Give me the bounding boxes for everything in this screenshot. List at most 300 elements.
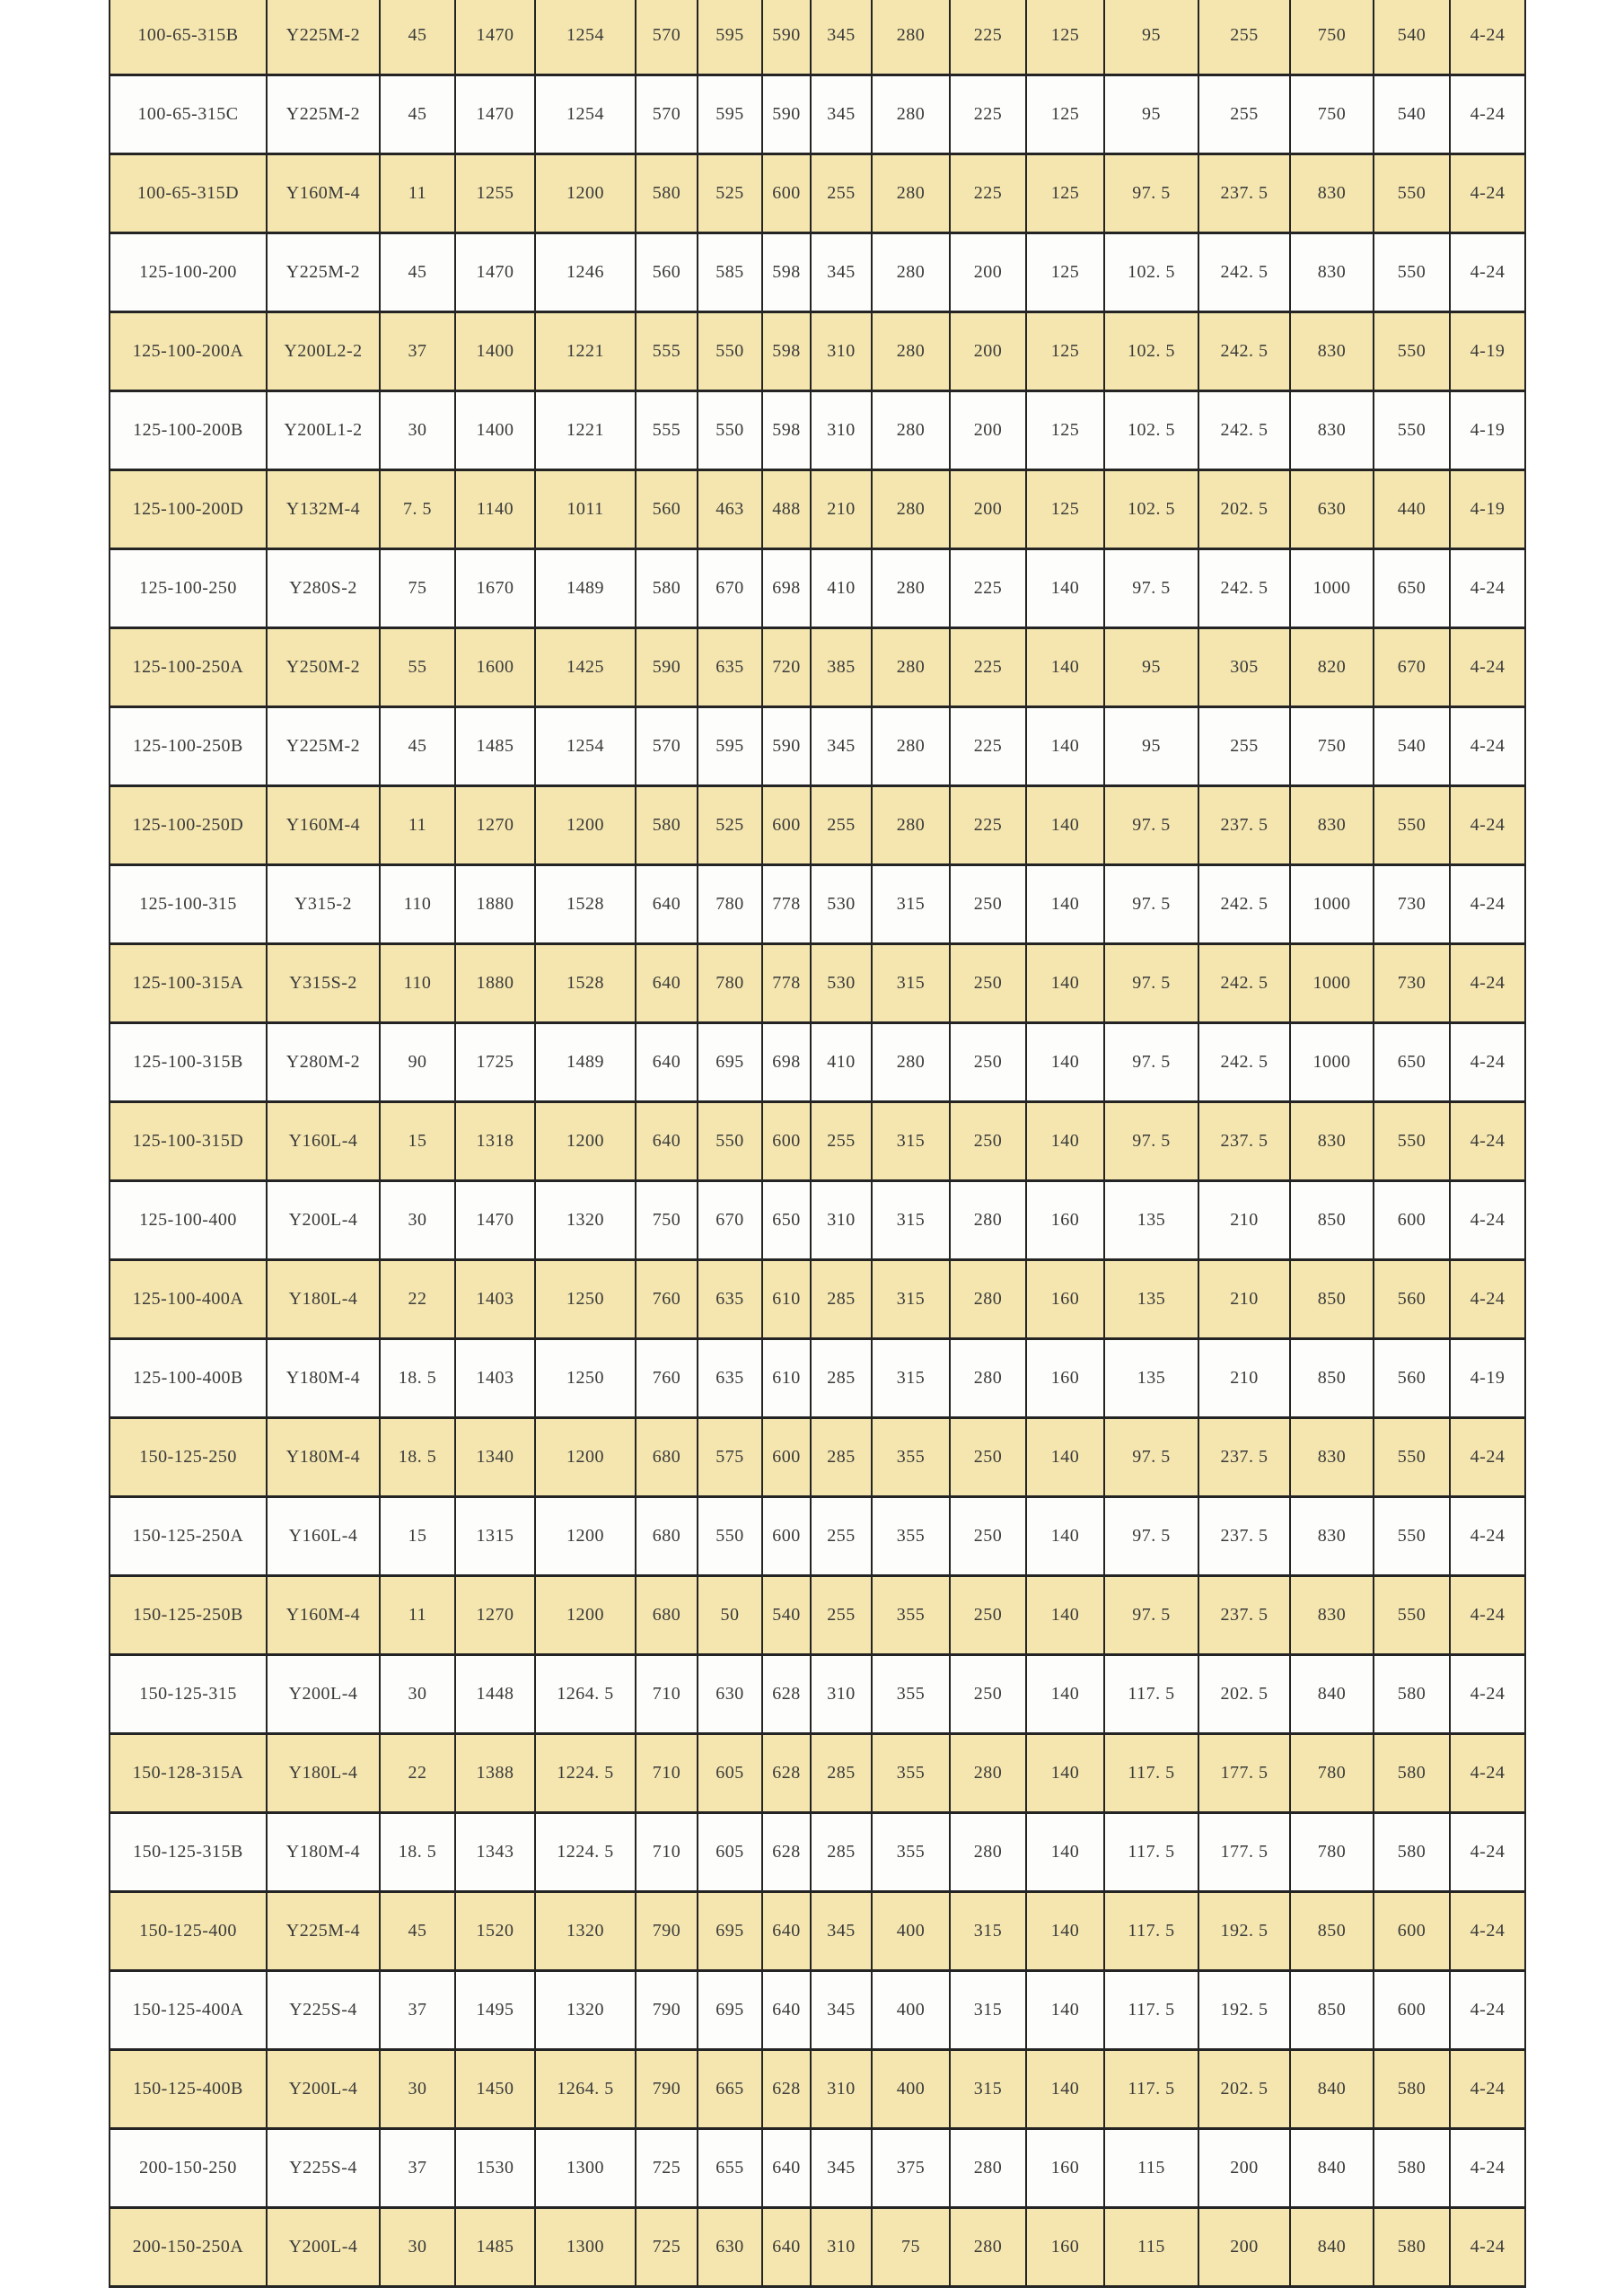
table-cell: 210: [1198, 1339, 1290, 1418]
table-cell: 255: [811, 1576, 872, 1655]
table-cell: 560: [636, 233, 698, 312]
table-cell: 400: [872, 2050, 950, 2129]
table-cell: 1400: [455, 391, 535, 470]
table-cell: 1000: [1290, 944, 1374, 1023]
table-cell: 840: [1290, 2129, 1374, 2208]
table-cell: 698: [762, 549, 811, 628]
table-cell: 250: [950, 865, 1026, 944]
table-cell: 1246: [535, 233, 636, 312]
table-cell: 140: [1026, 1971, 1104, 2050]
table-cell: 95: [1104, 707, 1198, 786]
table-cell: 97. 5: [1104, 1497, 1198, 1576]
table-cell: 1388: [455, 1734, 535, 1813]
table-cell: 778: [762, 944, 811, 1023]
table-cell: 95: [1104, 0, 1198, 75]
table-cell: 730: [1374, 944, 1450, 1023]
table-cell: 830: [1290, 154, 1374, 233]
table-row: [110, 2129, 1525, 2208]
table-cell: 635: [698, 628, 762, 707]
table-cell: 525: [698, 154, 762, 233]
table-cell: 97. 5: [1104, 1023, 1198, 1102]
table-cell: 580: [1374, 1734, 1450, 1813]
model-cell: 150-125-315: [110, 1655, 267, 1734]
table-cell: 1200: [535, 786, 636, 865]
model-cell: 125-100-400B: [110, 1339, 267, 1418]
table-cell: 385: [811, 628, 872, 707]
table-cell: 1670: [455, 549, 535, 628]
table-cell: 45: [380, 0, 455, 75]
table-cell: 820: [1290, 628, 1374, 707]
table-cell: 140: [1026, 1813, 1104, 1892]
table-cell: 550: [698, 1497, 762, 1576]
table-row: [110, 1971, 1525, 2050]
table-cell: 750: [636, 1181, 698, 1260]
model-cell: 150-125-250: [110, 1418, 267, 1497]
table-cell: 1880: [455, 944, 535, 1023]
table-cell: 4-24: [1450, 1102, 1525, 1181]
table-cell: 530: [811, 944, 872, 1023]
table-cell: 410: [811, 549, 872, 628]
table-cell: 1425: [535, 628, 636, 707]
table-cell: 665: [698, 2050, 762, 2129]
model-cell: 125-100-200A: [110, 312, 267, 391]
table-cell: 242. 5: [1198, 865, 1290, 944]
table-cell: Y250M-2: [267, 628, 380, 707]
table-cell: 1254: [535, 707, 636, 786]
table-row: [110, 1576, 1525, 1655]
table-cell: 720: [762, 628, 811, 707]
model-cell: 150-125-400: [110, 1892, 267, 1971]
table-cell: 670: [698, 1181, 762, 1260]
table-cell: Y200L-4: [267, 1181, 380, 1260]
table-cell: 375: [872, 2129, 950, 2208]
table-cell: Y160L-4: [267, 1497, 380, 1576]
model-cell: 125-100-250B: [110, 707, 267, 786]
model-cell: 125-100-250D: [110, 786, 267, 865]
table-cell: 600: [1374, 1971, 1450, 2050]
table-cell: 285: [811, 1734, 872, 1813]
table-cell: 1530: [455, 2129, 535, 2208]
table-row: [110, 154, 1525, 233]
table-cell: 580: [1374, 2050, 1450, 2129]
table-row: [110, 2050, 1525, 2129]
table-cell: 635: [698, 1260, 762, 1339]
table-cell: 1320: [535, 1971, 636, 2050]
table-cell: 778: [762, 865, 811, 944]
table-cell: 280: [872, 391, 950, 470]
model-cell: 200-150-250: [110, 2129, 267, 2208]
table-cell: 630: [698, 1655, 762, 1734]
table-cell: 580: [636, 549, 698, 628]
table-cell: 125: [1026, 312, 1104, 391]
table-cell: 4-24: [1450, 707, 1525, 786]
table-row: [110, 470, 1525, 549]
table-cell: 110: [380, 865, 455, 944]
table-cell: Y160M-4: [267, 154, 380, 233]
table-cell: 1300: [535, 2208, 636, 2287]
table-cell: 125: [1026, 75, 1104, 154]
table-cell: 1400: [455, 312, 535, 391]
table-cell: 177. 5: [1198, 1813, 1290, 1892]
table-cell: 750: [1290, 75, 1374, 154]
table-cell: Y225S-4: [267, 1971, 380, 2050]
table-cell: 830: [1290, 1102, 1374, 1181]
table-cell: 280: [872, 1023, 950, 1102]
table-cell: 242. 5: [1198, 944, 1290, 1023]
table-cell: 315: [872, 1102, 950, 1181]
table-cell: 4-24: [1450, 1892, 1525, 1971]
table-cell: 55: [380, 628, 455, 707]
table-cell: 285: [811, 1260, 872, 1339]
table-cell: 1254: [535, 0, 636, 75]
table-cell: 18. 5: [380, 1418, 455, 1497]
table-cell: 280: [872, 628, 950, 707]
pump-spec-table: [109, 0, 1526, 2288]
table-cell: 4-24: [1450, 1418, 1525, 1497]
table-row: [110, 944, 1525, 1023]
table-cell: 780: [1290, 1734, 1374, 1813]
table-cell: 7. 5: [380, 470, 455, 549]
table-cell: 125: [1026, 154, 1104, 233]
table-cell: Y225S-4: [267, 2129, 380, 2208]
table-cell: 225: [950, 707, 1026, 786]
table-cell: 310: [811, 1181, 872, 1260]
table-cell: 45: [380, 75, 455, 154]
table-cell: 102. 5: [1104, 391, 1198, 470]
table-cell: 200: [1198, 2208, 1290, 2287]
table-cell: 1485: [455, 2208, 535, 2287]
table-cell: Y225M-2: [267, 707, 380, 786]
table-cell: 550: [1374, 312, 1450, 391]
table-cell: 640: [762, 1971, 811, 2050]
table-cell: 200: [1198, 2129, 1290, 2208]
table-cell: 210: [1198, 1181, 1290, 1260]
model-cell: 125-100-250: [110, 549, 267, 628]
table-cell: 628: [762, 1655, 811, 1734]
table-cell: 160: [1026, 1339, 1104, 1418]
table-cell: 1200: [535, 1418, 636, 1497]
table-cell: 202. 5: [1198, 1655, 1290, 1734]
table-cell: 315: [950, 1971, 1026, 2050]
table-row: [110, 0, 1525, 75]
table-cell: 610: [762, 1339, 811, 1418]
table-cell: 4-24: [1450, 1023, 1525, 1102]
table-cell: 1495: [455, 1971, 535, 2050]
table-cell: 110: [380, 944, 455, 1023]
table-cell: 1489: [535, 1023, 636, 1102]
table-cell: 97. 5: [1104, 786, 1198, 865]
table-cell: 1725: [455, 1023, 535, 1102]
table-cell: 600: [762, 1418, 811, 1497]
table-cell: 140: [1026, 1734, 1104, 1813]
table-cell: 310: [811, 2208, 872, 2287]
table-cell: 115: [1104, 2208, 1198, 2287]
table-cell: 463: [698, 470, 762, 549]
table-cell: 1403: [455, 1339, 535, 1418]
table-cell: 1200: [535, 1576, 636, 1655]
table-cell: 315: [872, 944, 950, 1023]
table-cell: 590: [762, 75, 811, 154]
table-cell: 650: [762, 1181, 811, 1260]
table-cell: 140: [1026, 944, 1104, 1023]
table-cell: 192. 5: [1198, 1892, 1290, 1971]
table-cell: Y225M-2: [267, 0, 380, 75]
table-cell: 560: [1374, 1339, 1450, 1418]
table-cell: 630: [1290, 470, 1374, 549]
table-cell: 850: [1290, 1971, 1374, 2050]
table-cell: 1140: [455, 470, 535, 549]
table-cell: 1270: [455, 786, 535, 865]
table-cell: 90: [380, 1023, 455, 1102]
table-cell: 1224. 5: [535, 1734, 636, 1813]
table-cell: 650: [1374, 1023, 1450, 1102]
table-cell: 15: [380, 1102, 455, 1181]
model-cell: 150-125-250A: [110, 1497, 267, 1576]
table-cell: 550: [1374, 1576, 1450, 1655]
table-cell: 1270: [455, 1576, 535, 1655]
table-cell: 695: [698, 1971, 762, 2050]
table-cell: 650: [1374, 549, 1450, 628]
table-cell: 280: [872, 707, 950, 786]
table-cell: 600: [1374, 1181, 1450, 1260]
table-cell: 75: [380, 549, 455, 628]
table-cell: 725: [636, 2208, 698, 2287]
model-cell: 150-125-315B: [110, 1813, 267, 1892]
table-cell: 255: [811, 1497, 872, 1576]
table-cell: 242. 5: [1198, 391, 1290, 470]
table-cell: Y200L-4: [267, 2050, 380, 2129]
table-cell: 1200: [535, 1102, 636, 1181]
table-cell: 1343: [455, 1813, 535, 1892]
table-cell: 1318: [455, 1102, 535, 1181]
table-cell: Y280S-2: [267, 549, 380, 628]
table-cell: 135: [1104, 1339, 1198, 1418]
table-cell: 840: [1290, 2050, 1374, 2129]
table-cell: 780: [698, 865, 762, 944]
table-cell: 200: [950, 233, 1026, 312]
table-cell: 315: [950, 2050, 1026, 2129]
table-cell: 255: [811, 1102, 872, 1181]
table-cell: Y160M-4: [267, 1576, 380, 1655]
table-cell: 1470: [455, 1181, 535, 1260]
table-cell: Y200L-4: [267, 2208, 380, 2287]
table-cell: 550: [698, 312, 762, 391]
table-cell: 225: [950, 75, 1026, 154]
table-cell: 4-24: [1450, 1576, 1525, 1655]
table-cell: 560: [636, 470, 698, 549]
table-cell: Y160M-4: [267, 786, 380, 865]
table-cell: 1520: [455, 1892, 535, 1971]
table-cell: 22: [380, 1734, 455, 1813]
table-cell: 400: [872, 1892, 950, 1971]
table-cell: 280: [950, 1181, 1026, 1260]
table-cell: 45: [380, 1892, 455, 1971]
table-cell: 22: [380, 1260, 455, 1339]
table-cell: 760: [636, 1339, 698, 1418]
table-cell: 355: [872, 1655, 950, 1734]
table-cell: 570: [636, 707, 698, 786]
table-cell: 725: [636, 2129, 698, 2208]
table-cell: 200: [950, 470, 1026, 549]
table-cell: 840: [1290, 1655, 1374, 1734]
table-cell: Y132M-4: [267, 470, 380, 549]
table-cell: 225: [950, 0, 1026, 75]
table-cell: 97. 5: [1104, 865, 1198, 944]
table-cell: 225: [950, 154, 1026, 233]
table-row: [110, 1339, 1525, 1418]
table-cell: 585: [698, 233, 762, 312]
table-cell: 1264. 5: [535, 1655, 636, 1734]
table-cell: 285: [811, 1418, 872, 1497]
table-cell: 1264. 5: [535, 2050, 636, 2129]
table-cell: 655: [698, 2129, 762, 2208]
table-cell: Y180M-4: [267, 1418, 380, 1497]
table-cell: 695: [698, 1023, 762, 1102]
table-cell: 225: [950, 786, 1026, 865]
table-cell: 640: [762, 2208, 811, 2287]
table-cell: 550: [698, 1102, 762, 1181]
table-cell: 560: [1374, 1260, 1450, 1339]
table-cell: 140: [1026, 865, 1104, 944]
table-cell: 280: [950, 1339, 1026, 1418]
table-cell: 640: [762, 1892, 811, 1971]
table-cell: 315: [872, 1339, 950, 1418]
table-cell: 237. 5: [1198, 1418, 1290, 1497]
table-cell: 117. 5: [1104, 1655, 1198, 1734]
table-cell: 140: [1026, 786, 1104, 865]
table-cell: 1489: [535, 549, 636, 628]
table-cell: 315: [950, 1892, 1026, 1971]
table-row: [110, 1892, 1525, 1971]
table-cell: 11: [380, 154, 455, 233]
table-cell: 4-24: [1450, 1734, 1525, 1813]
table-row: [110, 391, 1525, 470]
table-cell: 640: [636, 1102, 698, 1181]
table-row: [110, 628, 1525, 707]
table-cell: 280: [872, 75, 950, 154]
table-cell: 310: [811, 1655, 872, 1734]
table-cell: 237. 5: [1198, 1497, 1290, 1576]
table-cell: 760: [636, 1260, 698, 1339]
table-cell: 4-24: [1450, 1971, 1525, 2050]
table-cell: 850: [1290, 1181, 1374, 1260]
table-cell: Y180M-4: [267, 1339, 380, 1418]
table-cell: 4-24: [1450, 1813, 1525, 1892]
table-cell: 4-24: [1450, 1181, 1525, 1260]
table-cell: 345: [811, 707, 872, 786]
table-cell: 250: [950, 1576, 1026, 1655]
table-cell: 1000: [1290, 1023, 1374, 1102]
table-cell: 355: [872, 1576, 950, 1655]
model-cell: 125-100-200: [110, 233, 267, 312]
table-cell: 640: [636, 1023, 698, 1102]
table-cell: 225: [950, 549, 1026, 628]
table-cell: 410: [811, 1023, 872, 1102]
table-cell: 680: [636, 1576, 698, 1655]
table-cell: Y280M-2: [267, 1023, 380, 1102]
table-cell: 600: [762, 786, 811, 865]
table-cell: 1470: [455, 233, 535, 312]
table-cell: 140: [1026, 1102, 1104, 1181]
table-cell: 177. 5: [1198, 1734, 1290, 1813]
table-cell: 250: [950, 1418, 1026, 1497]
table-cell: 237. 5: [1198, 1576, 1290, 1655]
table-cell: 4-24: [1450, 1497, 1525, 1576]
table-cell: 830: [1290, 1576, 1374, 1655]
model-cell: 150-125-250B: [110, 1576, 267, 1655]
table-cell: 242. 5: [1198, 233, 1290, 312]
table-cell: 30: [380, 1655, 455, 1734]
table-cell: 555: [636, 312, 698, 391]
model-cell: 100-65-315B: [110, 0, 267, 75]
table-cell: 97. 5: [1104, 944, 1198, 1023]
table-cell: 355: [872, 1813, 950, 1892]
table-cell: 600: [762, 154, 811, 233]
table-cell: 255: [1198, 0, 1290, 75]
table-cell: 115: [1104, 2129, 1198, 2208]
table-cell: 1200: [535, 1497, 636, 1576]
table-cell: 1470: [455, 0, 535, 75]
table-cell: 1448: [455, 1655, 535, 1734]
table-cell: 555: [636, 391, 698, 470]
model-cell: 125-100-400: [110, 1181, 267, 1260]
table-cell: 97. 5: [1104, 154, 1198, 233]
table-cell: Y200L-4: [267, 1655, 380, 1734]
table-cell: 605: [698, 1813, 762, 1892]
model-cell: 125-100-200B: [110, 391, 267, 470]
table-cell: 280: [872, 0, 950, 75]
model-cell: 200-150-250A: [110, 2208, 267, 2287]
table-cell: 315: [872, 1260, 950, 1339]
table-cell: 1528: [535, 944, 636, 1023]
table-cell: 1254: [535, 75, 636, 154]
table-cell: 102. 5: [1104, 470, 1198, 549]
table-cell: 140: [1026, 1023, 1104, 1102]
table-cell: 315: [872, 1181, 950, 1260]
table-cell: 580: [636, 786, 698, 865]
table-cell: Y225M-4: [267, 1892, 380, 1971]
table-cell: 30: [380, 2050, 455, 2129]
table-cell: 30: [380, 391, 455, 470]
table-cell: 140: [1026, 2050, 1104, 2129]
table-cell: 4-24: [1450, 628, 1525, 707]
table-row: [110, 707, 1525, 786]
table-row: [110, 1418, 1525, 1497]
table-cell: 160: [1026, 1260, 1104, 1339]
table-cell: 255: [1198, 707, 1290, 786]
table-cell: 50: [698, 1576, 762, 1655]
table-cell: 488: [762, 470, 811, 549]
table-cell: 18. 5: [380, 1813, 455, 1892]
table-cell: 570: [636, 0, 698, 75]
table-cell: 1528: [535, 865, 636, 944]
table-cell: 1320: [535, 1892, 636, 1971]
table-cell: 355: [872, 1418, 950, 1497]
table-cell: 1011: [535, 470, 636, 549]
model-cell: 150-125-400B: [110, 2050, 267, 2129]
table-cell: 4-24: [1450, 75, 1525, 154]
table-cell: 670: [1374, 628, 1450, 707]
table-cell: 4-24: [1450, 786, 1525, 865]
table-cell: 250: [950, 1655, 1026, 1734]
table-cell: 135: [1104, 1181, 1198, 1260]
table-cell: 140: [1026, 1892, 1104, 1971]
table-cell: 242. 5: [1198, 1023, 1290, 1102]
table-cell: 345: [811, 1892, 872, 1971]
model-cell: 125-100-315: [110, 865, 267, 944]
table-row: [110, 1181, 1525, 1260]
table-cell: 95: [1104, 75, 1198, 154]
